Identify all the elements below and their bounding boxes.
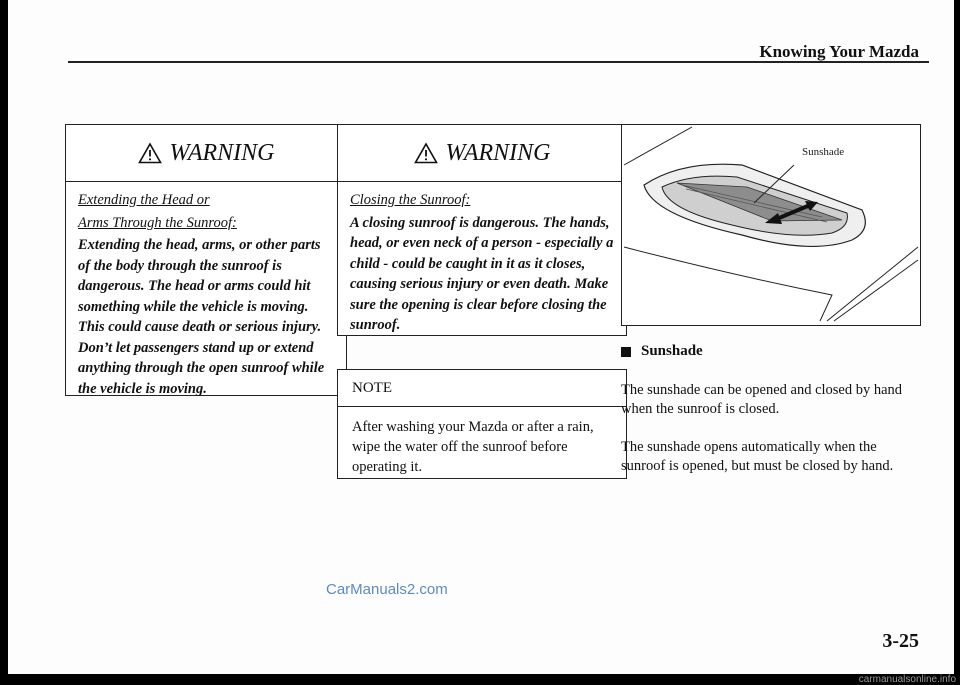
section-title-text: Sunshade [641, 343, 703, 359]
sunshade-diagram [622, 125, 920, 325]
warning-triangle-icon [138, 142, 162, 164]
warning-subtitle-line2: Arms Through the Sunroof: [78, 214, 237, 231]
watermark-link[interactable]: CarManuals2.com [326, 581, 448, 598]
page-header-title: Knowing Your Mazda [759, 42, 919, 61]
warning-heading-text: WARNING [169, 139, 275, 166]
warning-box-head-arms [65, 124, 347, 396]
warning-subtitle: Closing the Sunroof: [350, 192, 471, 208]
warning-heading [338, 125, 626, 182]
warning-body-text: A closing sunroof is dangerous. The hands, head, or even neck of a person - especially a child - could be caught in it as it closes, causing serious injury or even death. Make sure the opening is clear before closing the sunroof. [350, 214, 614, 333]
warning-subtitle-line1: Extending the Head or [78, 192, 210, 208]
note-heading: NOTE [338, 370, 626, 407]
sunshade-paragraph-2: The sunshade opens automatically when the sunroof is opened, but must be closed by hand. [621, 439, 894, 474]
note-body-text: After washing your Mazda or after a rain, wipe the water off the sunroof before operating it. [352, 419, 594, 475]
warning-box-closing-sunroof [337, 124, 627, 336]
warning-body-text: Extending the head, arms, or other parts of the body through the sunroof is dangerous. The head or arms could hit something while the vehicle is moving. This could cause death or serious injury. Don’t let passengers stand up or extend anything through the open sunroof while the vehicle is moving. [78, 237, 325, 397]
header-rule [68, 61, 929, 63]
warning-heading [66, 125, 346, 182]
warning-triangle-icon [414, 142, 438, 164]
footer-watermark: carmanualsonline.info [858, 674, 956, 685]
section-title [621, 343, 703, 360]
page-number: 3-25 [882, 630, 919, 652]
sunshade-paragraph-1: The sunshade can be opened and closed by hand when the sunroof is closed. [621, 382, 903, 417]
warning-heading-text: WARNING [445, 139, 551, 166]
figure-label: Sunshade [802, 146, 845, 158]
manual-page [8, 0, 954, 674]
sunshade-illustration [621, 124, 921, 326]
note-box [337, 369, 627, 479]
bullet-square-icon [621, 347, 631, 357]
